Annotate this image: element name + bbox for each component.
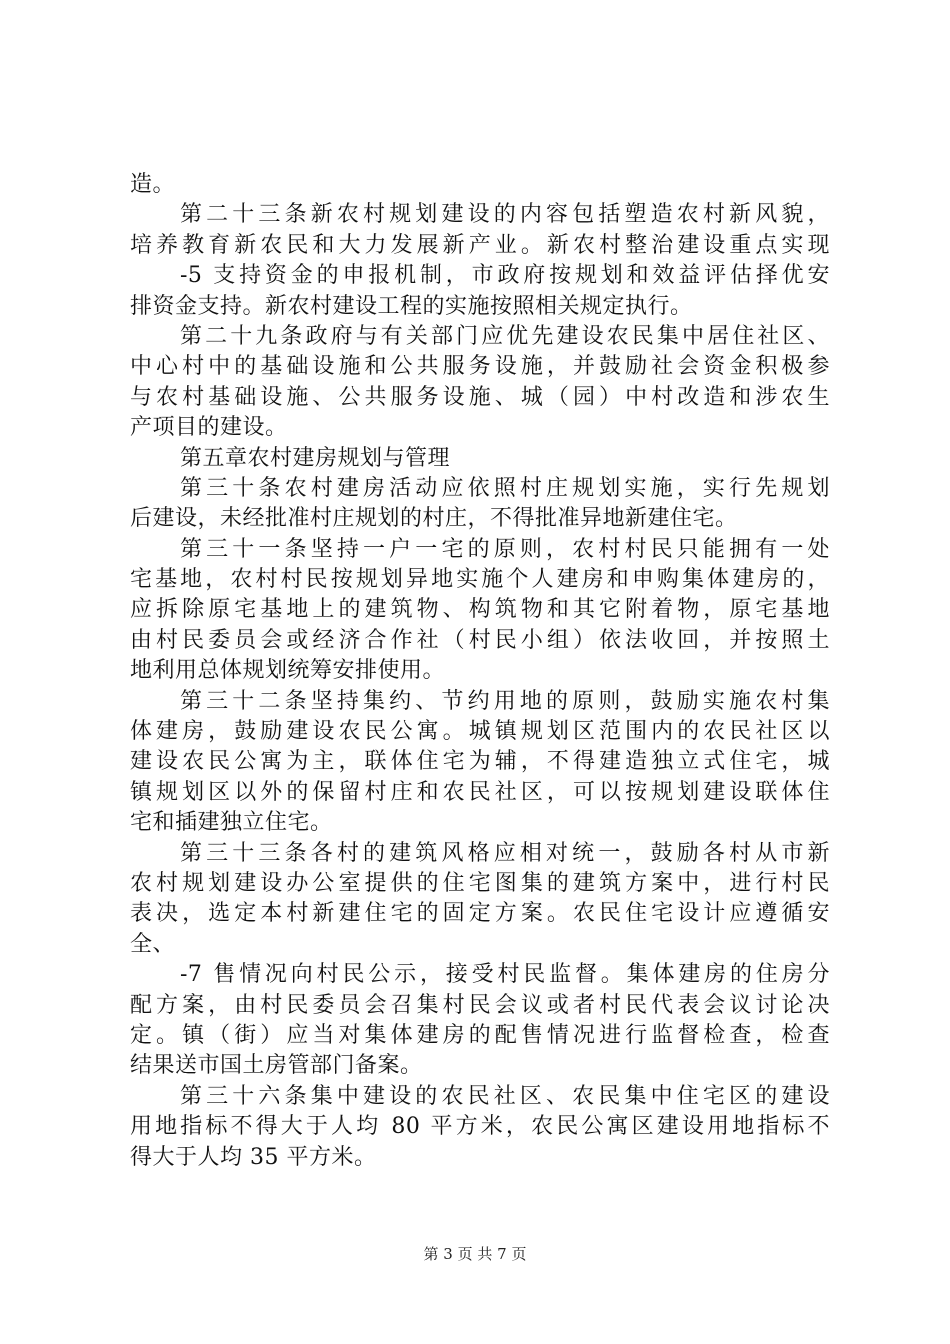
text-line: 第三十条农村建房活动应依照村庄规划实施，实行先规划 <box>180 475 830 501</box>
text-line: -7 售情况向村民公示，接受村民监督。集体建房的住房分 <box>180 962 830 988</box>
text-line: 第二十三条新农村规划建设的内容包括塑造农村新风貌， <box>180 202 830 228</box>
page-number-footer: 第 3 页 共 7 页 <box>423 1245 527 1263</box>
text-line: 定。镇（街）应当对集体建房的配售情况进行监督检查，检查 <box>130 1022 830 1048</box>
text-line: 体建房，鼓励建设农民公寓。城镇规划区范围内的农民社区以 <box>130 719 830 745</box>
text-line: 农村规划建设办公室提供的住宅图集的建筑方案中，进行村民 <box>130 870 830 896</box>
text-line: 造。 <box>130 172 176 197</box>
text-line: -5 支持资金的申报机制，市政府按规划和效益评估择优安 <box>180 263 830 289</box>
text-line: 应拆除原宅基地上的建筑物、构筑物和其它附着物，原宅基地 <box>130 597 830 623</box>
text-line: 宅基地，农村村民按规划异地实施个人建房和申购集体建房的， <box>130 567 830 593</box>
text-line: 配方案，由村民委员会召集村民会议或者村民代表会议讨论决 <box>130 992 830 1018</box>
text-line: 得大于人均 35 平方米。 <box>130 1144 377 1170</box>
text-line: 用地指标不得大于人均 80 平方米，农民公寓区建设用地指标不 <box>130 1114 830 1140</box>
text-line: 第三十一条坚持一户一宅的原则，农村村民只能拥有一处 <box>180 536 830 562</box>
text-line: 培养教育新农民和大力发展新产业。新农村整治建设重点实现 <box>130 232 830 258</box>
text-line: 全、 <box>130 931 176 957</box>
text-line: 宅和插建独立住宅。 <box>130 810 333 836</box>
text-line: 后建设，未经批准村庄规划的村庄，不得批准异地新建住宅。 <box>130 506 738 532</box>
text-line: 排资金支持。新农村建设工程的实施按照相关规定执行。 <box>130 293 693 319</box>
document-body <box>130 170 830 1173</box>
text-line: 第三十三条各村的建筑风格应相对统一，鼓励各村从市新 <box>180 840 830 866</box>
text-line: 与农村基础设施、公共服务设施、城（园）中村改造和涉农生 <box>130 384 830 410</box>
text-line: 第三十六条集中建设的农民社区、农民集中住宅区的建设 <box>180 1083 830 1109</box>
text-line: 地利用总体规划统筹安排使用。 <box>130 658 446 684</box>
text-line: 由村民委员会或经济合作社（村民小组）依法收回，并按照土 <box>130 627 830 653</box>
chapter-heading: 第五章农村建房规划与管理 <box>180 445 451 471</box>
text-line: 中心村中的基础设施和公共服务设施，并鼓励社会资金积极参 <box>130 354 830 380</box>
text-line: 结果送市国土房管部门备案。 <box>130 1053 423 1079</box>
text-line: 镇规划区以外的保留村庄和农民社区，可以按规划建设联体住 <box>130 779 830 805</box>
text-line: 表决，选定本村新建住宅的固定方案。农民住宅设计应遵循安 <box>130 901 830 927</box>
text-line: 第三十二条坚持集约、节约用地的原则，鼓励实施农村集 <box>180 688 830 714</box>
text-line: 建设农民公寓为主，联体住宅为辅，不得建造独立式住宅，城 <box>130 749 830 775</box>
text-line: 产项目的建设。 <box>130 415 288 441</box>
text-line: 第二十九条政府与有关部门应优先建设农民集中居住社区、 <box>180 323 830 349</box>
